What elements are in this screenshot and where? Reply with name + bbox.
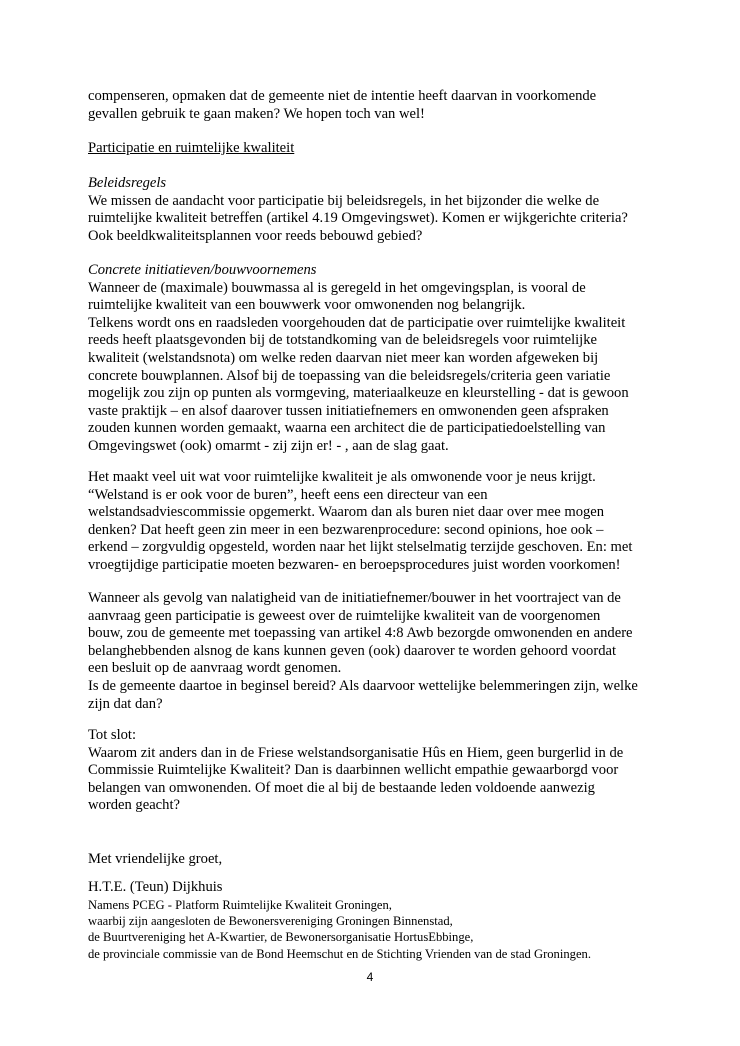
text-line: Het maakt veel uit wat voor ruimtelijke kwaliteit je als omwonende voor je neus krijgt.	[88, 469, 596, 485]
text-line: compenseren, opmaken dat de gemeente niet de intentie heeft daarvan in voorkomende	[88, 88, 597, 104]
closing-block	[88, 851, 668, 869]
text-line: welstandsadviescommissie opgemerkt. Waarom dan als buren niet daar over mee mogen	[88, 504, 605, 521]
section-heading-block	[88, 140, 668, 158]
concrete-section	[88, 262, 668, 456]
text-line: Namens PCEG - Platform Ruimtelijke Kwaliteit Groningen,	[88, 897, 392, 912]
text-line: vroegtijdige participatie moeten bezwaren- en beroepsprocedures juist worden voorkomen!	[88, 556, 621, 573]
tot-slot-heading: Tot slot:	[88, 727, 137, 743]
subheading-concrete: Concrete initiatieven/bouwvoornemens	[88, 262, 317, 278]
text-line: Wanneer de (maximale) bouwmassa al is geregeld in het omgevingsplan, is vooral de	[88, 279, 586, 296]
text-line: Ook beeldkwaliteitsplannen voor reeds bebouwd gebied?	[88, 227, 423, 244]
text-line: belangen van omwonenden. Of moet die al bij de bestaande leden voldoende aanwezig	[88, 779, 595, 796]
closing-salutation: Met vriendelijke groet,	[88, 851, 223, 867]
text-line: mogelijk zou zijn op punten als vormgeving, materiaalkeuze en kleurstelling - dat is gewoon	[88, 385, 629, 402]
text-line: ruimtelijke kwaliteit van een bouwwerk voor omwonenden nog belangrijk.	[88, 297, 526, 314]
text-line: Telkens wordt ons en raadsleden voorgehouden dat de participatie over ruimtelijke kwaliteit	[88, 314, 626, 331]
text-line: gevallen gebruik te gaan maken? We hopen toch van wel!	[88, 105, 425, 122]
text-line: concrete bouwplannen. Alsof bij de toepassing van die beleidsregels/criteria geen variatie	[88, 367, 611, 384]
section-heading: Participatie en ruimtelijke kwaliteit	[88, 140, 295, 156]
text-line: belanghebbenden alsnog de kans kunnen geven (ook) daarover te worden gehoord voordat	[88, 642, 617, 659]
page-number: 4	[366, 970, 374, 984]
subheading-beleidsregels: Beleidsregels	[88, 175, 167, 191]
text-line: een besluit op de aanvraag wordt genomen.	[88, 660, 342, 677]
intro-paragraph	[88, 88, 668, 123]
text-line: Waarom zit anders dan in de Friese welstandsorganisatie Hûs en Hiem, geen burgerlid in de	[88, 744, 624, 761]
text-line: de provinciale commissie van de Bond Heemschut en de Stichting Vrienden van de stad Groningen.	[88, 946, 591, 961]
text-line: reeds heeft plaatsgevonden bij de totstandkoming van de beleidsregels voor ruimtelijke	[88, 332, 598, 349]
text-line: aanvraag geen participatie is geweest over de ruimtelijke kwaliteit van de voorgenomen	[88, 607, 601, 624]
text-line: de Buurtvereniging het A-Kwartier, de Bewonersorganisatie HortusEbbinge,	[88, 930, 474, 945]
signature-name: H.T.E. (Teun) Dijkhuis	[88, 879, 223, 895]
text-line: worden geacht?	[88, 797, 180, 814]
nalatigheid-paragraph	[88, 590, 668, 713]
signature-block	[88, 879, 668, 962]
text-line: “Welstand is er ook voor de buren”, heeft eens een directeur van een	[88, 486, 488, 503]
text-line: zijn dat dan?	[88, 695, 163, 712]
text-line: vaste praktijk – en alsof daarover tussen initiatiefnemers en omwonenden geen afspraken	[88, 402, 609, 419]
signature-organisation	[88, 897, 668, 963]
text-line: Omgevingswet (ook) omarmt - zij zijn er! - , aan de slag gaat.	[88, 437, 449, 454]
text-line: denken? Dat heeft geen zin meer in een bezwarenprocedure: second opinions, hoe ook –	[88, 521, 604, 538]
beleidsregels-section	[88, 175, 668, 245]
tot-slot-section	[88, 727, 668, 815]
text-line: waarbij zijn aangesloten de Bewonersvereniging Groningen Binnenstad,	[88, 913, 453, 928]
welstand-paragraph	[88, 469, 668, 575]
text-line: Is de gemeente daartoe in beginsel bereid? Als daarvoor wettelijke belemmeringen zijn, welke	[88, 677, 638, 694]
text-line: kwaliteit (welstandsnota) om welke reden daarvan niet meer kan worden afgeweken bij	[88, 349, 599, 366]
text-line: ruimtelijke kwaliteit betreffen (artikel 4.19 Omgevingswet). Komen er wijkgerichte criteria?	[88, 210, 628, 227]
text-line: Commissie Ruimtelijke Kwaliteit? Dan is daarbinnen wellicht empathie gewaarborgd voor	[88, 762, 619, 779]
text-line: Wanneer als gevolg van nalatigheid van de initiatiefnemer/bouwer in het voortraject van de	[88, 590, 621, 606]
text-line: erkend – zorgvuldig opgesteld, worden naar het lijkt stelselmatig terzijde geschoven. En: met	[88, 539, 633, 556]
text-line: zouden kunnen worden gemaakt, waarna een architect die de participatiedoelstelling van	[88, 420, 606, 437]
text-line: bouw, zou de gemeente met toepassing van artikel 4:8 Awb bezorgde omwonenden en andere	[88, 625, 633, 642]
text-line: We missen de aandacht voor participatie bij beleidsregels, in het bijzonder die welke de	[88, 192, 600, 209]
